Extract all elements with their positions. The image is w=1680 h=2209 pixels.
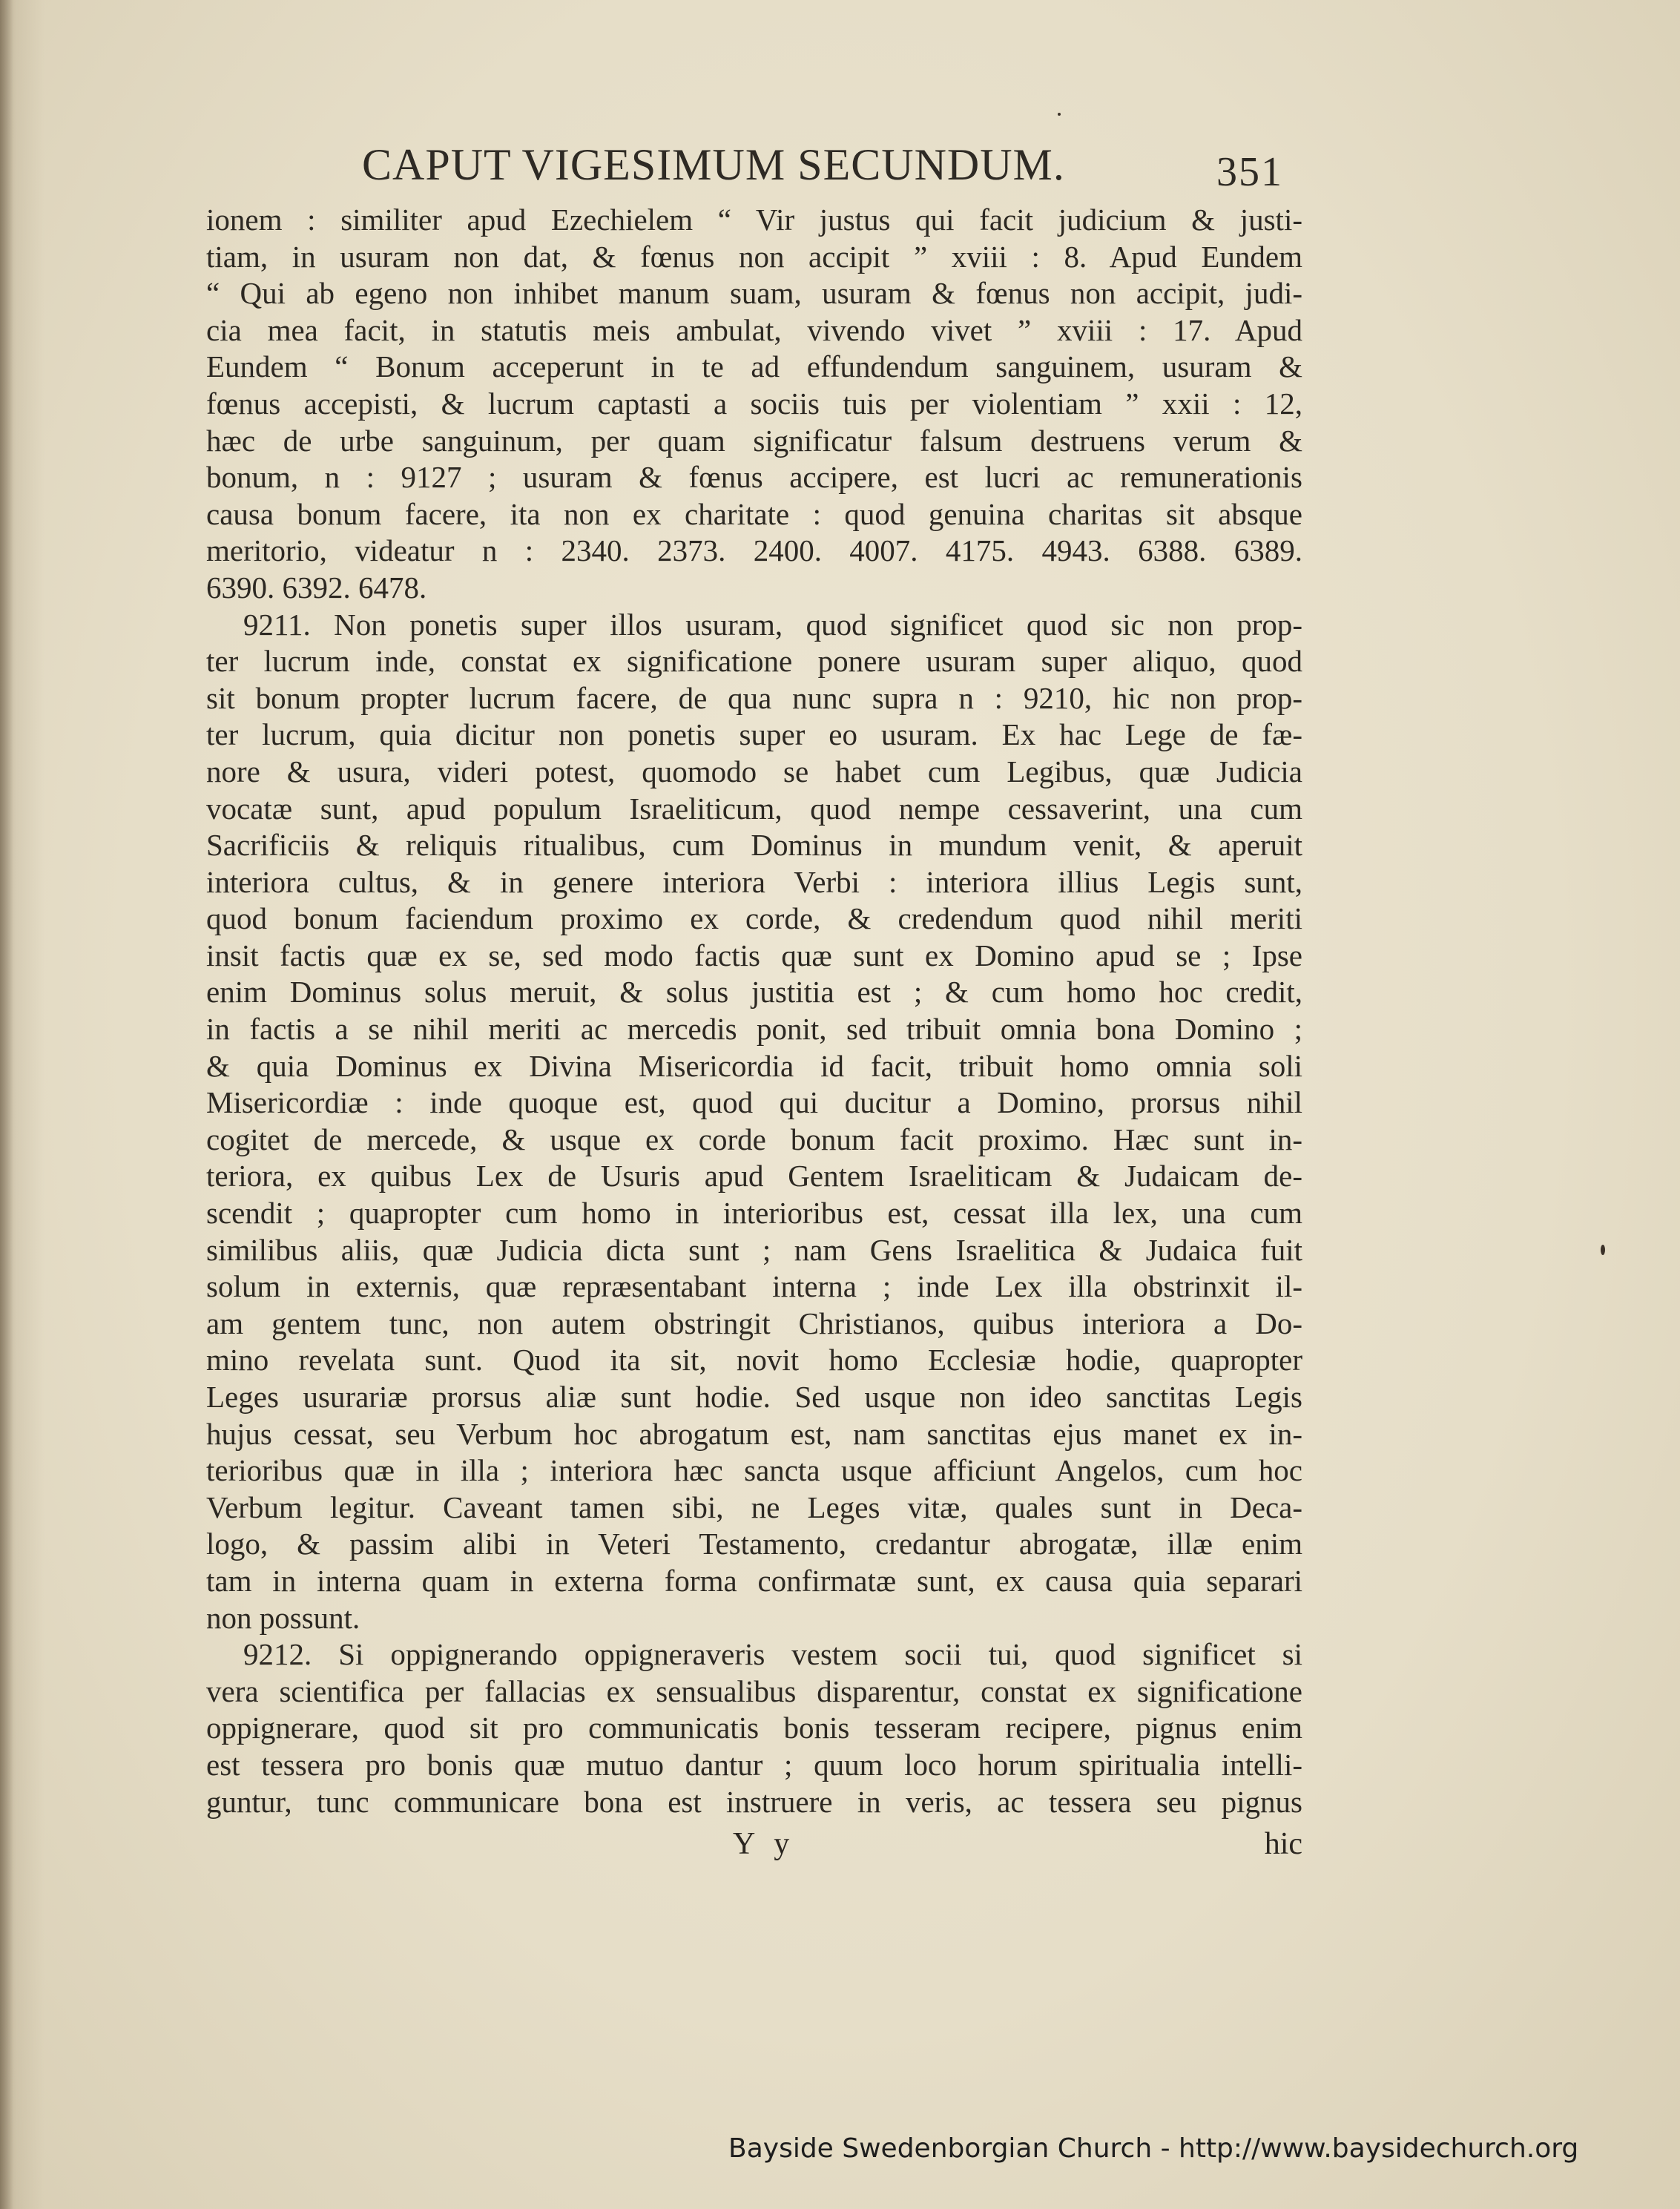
text-line: Leges usurariæ prorsus aliæ sunt hodie. Sed usque non ideo sanctitas Legis [206, 1380, 1302, 1414]
text-line: tam in interna quam in externa forma confirmatæ sunt, ex causa quia separari [206, 1563, 1302, 1598]
text-line: in factis a se nihil meriti ac mercedis ponit, sed tribuit omnia bona Domino ; [206, 1012, 1302, 1047]
text-line: Eundem “ Bonum acceperunt in te ad effundendum sanguinem, usuram & [206, 349, 1302, 384]
text-line: logo, & passim alibi in Veteri Testamento, credantur abrogatæ, illæ enim [206, 1527, 1302, 1561]
text-line: mino revelata sunt. Quod ita sit, novit homo Ecclesiæ hodie, quapropter [206, 1343, 1302, 1377]
text-line: Sacrificiis & reliquis ritualibus, cum Dominus in mundum venit, & aperuit [206, 828, 1302, 863]
text-line: guntur, tunc communicare bona est instruere in veris, ac tessera seu pignus [206, 1784, 1302, 1819]
text-line: tiam, in usuram non dat, & fœnus non accipit ” xviii : 8. Apud Eundem [206, 239, 1302, 274]
text-line: non possunt. [206, 1600, 360, 1635]
binding-shadow [0, 0, 13, 2209]
text-line: ter lucrum, quia dicitur non ponetis super eo usuram. Ex hac Lege de fæ- [206, 717, 1302, 752]
text-line: bonum, n : 9127 ; usuram & fœnus accipere, est lucri ac remunerationis [206, 460, 1302, 495]
text-line: ionem : similiter apud Ezechielem “ Vir justus qui facit judicium & justi- [206, 203, 1302, 237]
text-line: hæc de urbe sanguinum, per quam significatur falsum destruens verum & [206, 423, 1302, 458]
text-line: scendit ; quapropter cum homo in interioribus est, cessat illa lex, una cum [206, 1196, 1302, 1231]
text-line: enim Dominus solus meruit, & solus justitia est ; & cum homo hoc credit, [206, 975, 1302, 1010]
text-line: Misericordiæ : inde quoque est, quod qui ducitur a Domino, prorsus nihil [206, 1085, 1302, 1120]
signature-mark: Y y [733, 1827, 796, 1861]
text-line: & quia Dominus ex Divina Misericordia id facit, tribuit homo omnia soli [206, 1048, 1302, 1083]
text-line: est tessera pro bonis quæ mutuo dantur ; quum loco horum spiritualia intelli- [206, 1747, 1302, 1782]
paragraph-9212-start: 9212. Si oppignerando oppigneraveris vestem socii tui, quod significet si [243, 1637, 1302, 1672]
text-line: “ Qui ab egeno non inhibet manum suam, usuram & fœnus non accipit, judi- [206, 276, 1302, 311]
text-line: meritorio, videatur n : 2340. 2373. 2400. 4007. 4175. 4943. 6388. 6389. [206, 533, 1302, 568]
text-line: cogitet de mercede, & usque ex corde bonum facit proximo. Hæc sunt in- [206, 1122, 1302, 1156]
text-line: terioribus quæ in illa ; interiora hæc sancta usque afficiunt Angelos, cum hoc [206, 1453, 1302, 1488]
paragraph-9211-start: 9211. Non ponetis super illos usuram, quod significet quod sic non prop- [243, 607, 1302, 642]
text-line: hujus cessat, seu Verbum hoc abrogatum est, nam sanctitas ejus manet ex in- [206, 1416, 1302, 1451]
text-line: interiora cultus, & in genere interiora Verbi : interiora illius Legis sunt, [206, 864, 1302, 899]
text-line: quod bonum faciendum proximo ex corde, & credendum quod nihil meriti [206, 901, 1302, 936]
text-line: solum in externis, quæ repræsentabant interna ; inde Lex illa obstrinxit il- [206, 1269, 1302, 1304]
text-line: cia mea facit, in statutis meis ambulat, vivendo vivet ” xviii : 17. Apud [206, 312, 1302, 347]
text-line: ter lucrum inde, constat ex significatione ponere usuram super aliquo, quod [206, 644, 1302, 679]
page-number: 351 [1216, 149, 1283, 195]
running-head: CAPUT VIGESIMUM SECUNDUM. [362, 140, 1065, 189]
catchword: hic [1264, 1827, 1302, 1861]
text-line: similibus aliis, quæ Judicia dicta sunt ; nam Gens Israelitica & Judaica fuit [206, 1232, 1302, 1267]
text-line: am gentem tunc, non autem obstringit Christianos, quibus interiora a Do- [206, 1306, 1302, 1340]
text-line: 6390. 6392. 6478. [206, 570, 427, 605]
text-line: vera scientifica per fallacias ex sensualibus disparentur, constat ex significatione [206, 1673, 1302, 1708]
ink-speck [1601, 1245, 1605, 1255]
text-line: vocatæ sunt, apud populum Israeliticum, quod nempe cessaverint, una cum [206, 791, 1302, 826]
body-text [206, 202, 1302, 1820]
text-line: insit factis quæ ex se, sed modo factis quæ sunt ex Domino apud se ; Ipse [206, 938, 1302, 972]
text-line: sit bonum propter lucrum facere, de qua nunc supra n : 9210, hic non prop- [206, 680, 1302, 715]
watermark-credit: Bayside Swedenborgian Church - http://www.baysidechurch.org [728, 2133, 1579, 2164]
text-line: oppignerare, quod sit pro communicatis bonis tesseram recipere, pignus enim [206, 1711, 1302, 1745]
page-footer [206, 1826, 1302, 1863]
text-line: Verbum legitur. Caveant tamen sibi, ne Leges vitæ, quales sunt in Deca- [206, 1489, 1302, 1524]
text-line: causa bonum facere, ita non ex charitate : quod genuina charitas sit absque [206, 496, 1302, 531]
ink-speck [1058, 113, 1061, 116]
text-line: fœnus accepisti, & lucrum captasti a sociis tuis per violentiam ” xxii : 12, [206, 386, 1302, 421]
text-line: teriora, ex quibus Lex de Usuris apud Gentem Israeliticam & Judaicam de- [206, 1159, 1302, 1194]
text-line: nore & usura, videri potest, quomodo se habet cum Legibus, quæ Judicia [206, 754, 1302, 789]
